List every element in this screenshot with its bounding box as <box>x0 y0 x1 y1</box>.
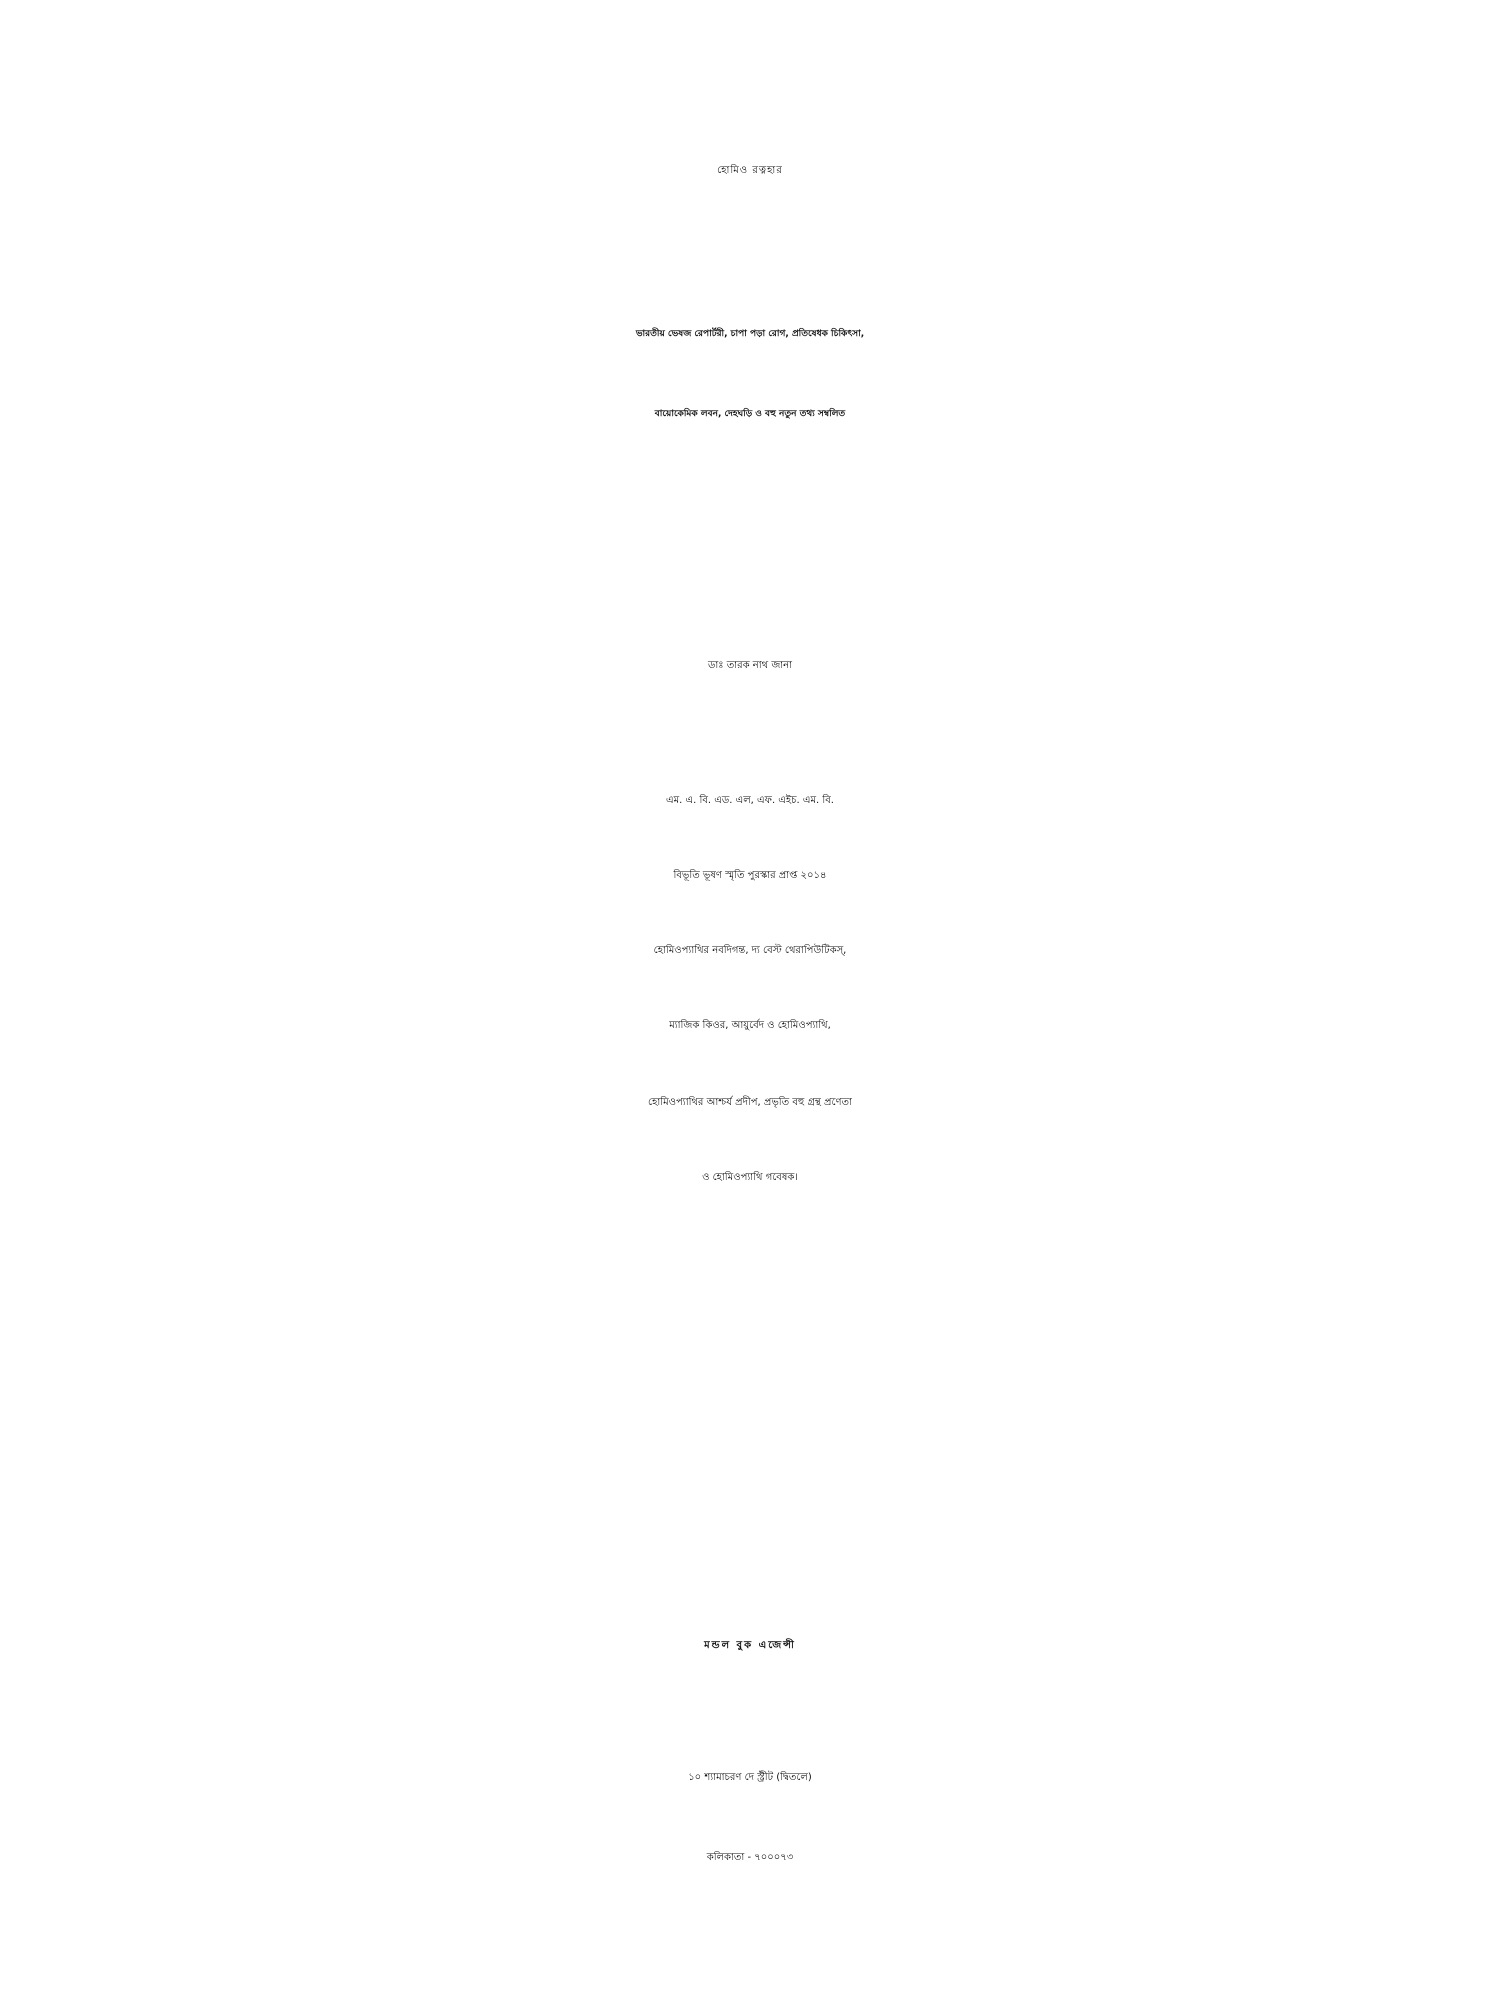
publisher-name: মন্ডল বুক এজেন্সী <box>704 1640 796 1651</box>
subtitle-line-2: বায়োকেমিক লবন, দেহঘড়ি ও বহু নতুন তথ্য সম্বলিত <box>654 409 846 419</box>
author-books-line-1: হোমিওপ্যাথির নবদিগন্ত, দ্য বেস্ট থেরাপিউটিকস্, <box>653 945 847 956</box>
book-title: হোমিও রত্নহার <box>717 165 783 176</box>
author-name: ডাঃ তারক নাথ জানা <box>707 660 793 671</box>
author-degrees: এম. এ. বি. এড. এল, এফ. এইচ. এম. বি. <box>666 795 834 806</box>
subtitle-line-1: ভারতীয় ভেষজ রেপার্টরী, চাপা পড়া রোগ, প্রতিষেধক চিকিৎসা, <box>635 329 865 339</box>
publisher-address: ১০ শ্যামাচরণ দে স্ট্রীট (দ্বিতলে) <box>688 1772 812 1783</box>
author-researcher-line: ও হোমিওপ্যাথি গবেষক। <box>702 1172 798 1183</box>
author-award: বিভূতি ভূষণ স্মৃতি পুরস্কার প্রাপ্ত ২০১৪ <box>673 870 827 881</box>
publisher-city: কলিকাতা - ৭০০০৭৩ <box>706 1852 794 1863</box>
author-books-line-3: হোমিওপ্যাথির আশ্চর্য প্রদীপ, প্রভৃতি বহু গ্রন্থ প্রণেতা <box>648 1097 852 1108</box>
author-books-line-2: ম্যাজিক কিওর, আয়ুর্বেদ ও হোমিওপ্যাথি, <box>669 1020 831 1031</box>
